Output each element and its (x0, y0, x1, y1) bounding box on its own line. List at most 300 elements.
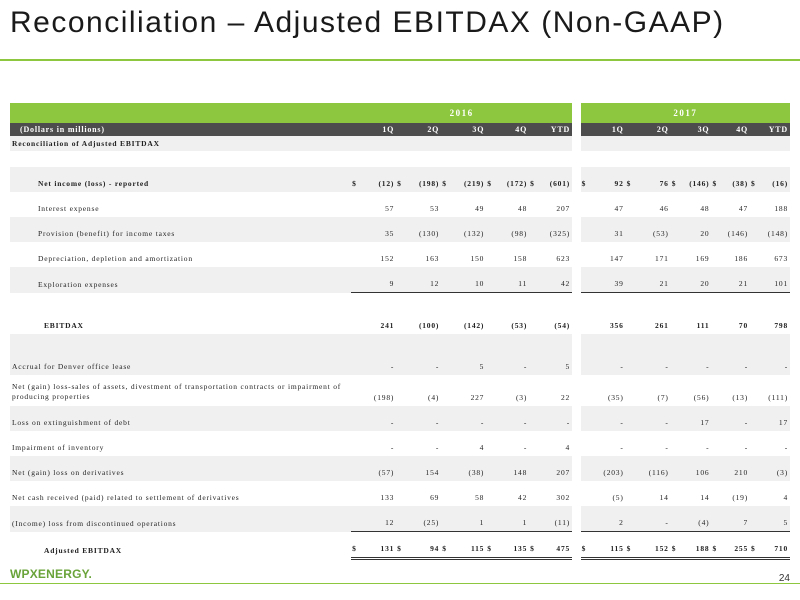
table-cell-value: 302 (556, 493, 571, 502)
table-cell-value: 150 (470, 254, 485, 263)
column-header-ytd: YTD (529, 123, 572, 136)
currency-symbol (671, 456, 684, 481)
table-cell-value: 76 (639, 167, 671, 192)
section-label: Reconciliation of Adjusted EBITDAX (10, 136, 351, 151)
table-cell-value: - (706, 443, 710, 452)
column-header-2q: 2Q (396, 123, 441, 136)
table-cell-value: 1 (499, 506, 529, 532)
currency-symbol (351, 406, 364, 431)
currency-symbol (486, 431, 499, 456)
company-logo (10, 567, 92, 581)
currency-symbol: $ (396, 532, 409, 559)
table-cell-value: - (364, 406, 396, 431)
table-cell-value: (38) (454, 456, 486, 481)
table-cell-value: 10 (454, 267, 486, 293)
table-row (10, 481, 790, 506)
currency-symbol (529, 375, 542, 406)
currency-symbol (626, 350, 639, 375)
currency-symbol (486, 267, 499, 293)
row-label: Accrual for Denver office lease (10, 350, 351, 375)
currency-symbol (581, 406, 594, 431)
table-cell-value: 356 (610, 321, 624, 330)
currency-symbol (711, 217, 724, 242)
table-cell-value: 14 (700, 493, 710, 502)
currency-symbol (626, 506, 639, 532)
currency-symbol (671, 375, 684, 406)
table-cell-value: (142) (463, 321, 485, 330)
currency-symbol (441, 406, 454, 431)
table-cell-value: (132) (454, 217, 486, 242)
year-header-row (10, 103, 790, 123)
currency-symbol (581, 309, 594, 334)
column-header-row (10, 123, 790, 136)
table-cell-value: 1 (454, 506, 486, 532)
currency-symbol (396, 242, 409, 267)
spacer-row (10, 334, 790, 350)
table-cell-value: 133 (380, 493, 395, 502)
table-cell-value: 475 (542, 532, 572, 559)
footer-divider (0, 583, 800, 584)
table-cell-value: (601) (542, 167, 572, 192)
row-label: Interest expense (38, 204, 100, 213)
currency-symbol (750, 217, 763, 242)
column-header-4q: 4Q (486, 123, 529, 136)
currency-symbol (441, 506, 454, 532)
currency-symbol (581, 431, 594, 456)
currency-symbol (486, 481, 499, 506)
table-cell-value: 5 (542, 350, 572, 375)
currency-symbol (396, 456, 409, 481)
table-cell-value: 135 (499, 532, 529, 559)
currency-symbol (581, 481, 594, 506)
currency-symbol (750, 481, 763, 506)
table-cell-value: 12 (364, 506, 396, 532)
currency-symbol: $ (529, 167, 542, 192)
currency-symbol: $ (529, 532, 542, 559)
table-cell-value: 261 (655, 321, 669, 330)
currency-symbol (351, 375, 364, 406)
currency-symbol (396, 217, 409, 242)
table-cell-value: (148) (763, 217, 790, 242)
currency-symbol (750, 431, 763, 456)
row-label: Adjusted EBITDAX (44, 545, 123, 555)
table-cell-value: (198) (373, 393, 395, 402)
table-cell-value: (53) (511, 321, 528, 330)
currency-symbol (626, 481, 639, 506)
table-cell-value: 101 (763, 267, 790, 293)
currency-symbol (750, 506, 763, 532)
row-label: Net income (loss) - reported (10, 167, 351, 192)
table-cell-value: - (744, 443, 749, 452)
table-cell-value: 31 (593, 217, 625, 242)
currency-symbol (351, 456, 364, 481)
table-cell-value: 47 (738, 204, 749, 213)
year-2016: 2016 (351, 103, 572, 123)
currency-symbol (529, 506, 542, 532)
currency-symbol (529, 217, 542, 242)
currency-symbol (396, 481, 409, 506)
table-cell-value: 4 (783, 493, 788, 502)
currency-symbol (750, 192, 763, 217)
currency-symbol (396, 192, 409, 217)
currency-symbol (441, 375, 454, 406)
row-label: Depreciation, depletion and amortization (38, 254, 193, 263)
table-cell-value: - (639, 406, 671, 431)
currency-symbol: $ (711, 167, 724, 192)
currency-symbol: $ (441, 167, 454, 192)
table-row (10, 406, 790, 431)
table-cell-value: (38) (724, 167, 750, 192)
column-header-2q: 2Q (626, 123, 671, 136)
table-cell-value: - (499, 406, 529, 431)
currency-symbol: $ (626, 167, 639, 192)
table-cell-value: (100) (418, 321, 440, 330)
currency-symbol (441, 192, 454, 217)
table-cell-value: 4 (565, 443, 571, 452)
currency-symbol (581, 267, 594, 293)
currency-symbol (351, 242, 364, 267)
row-label: Net (gain) loss on derivatives (10, 456, 351, 481)
currency-symbol: $ (351, 532, 364, 559)
table-cell-value: - (499, 350, 529, 375)
table-cell-value: 210 (724, 456, 750, 481)
currency-symbol (750, 309, 763, 334)
currency-symbol (711, 192, 724, 217)
table-row (10, 217, 790, 242)
table-cell-value: - (724, 350, 750, 375)
table-row (10, 431, 790, 456)
row-label: Net cash received (paid) related to settlement of derivatives (12, 493, 240, 502)
currency-symbol: $ (351, 167, 364, 192)
currency-symbol (671, 481, 684, 506)
currency-symbol (581, 217, 594, 242)
table-cell-value: (5) (612, 493, 624, 502)
currency-symbol (441, 217, 454, 242)
column-header-4q: 4Q (711, 123, 750, 136)
table-cell-value: (19) (732, 493, 749, 502)
table-row (10, 350, 790, 375)
table-cell-value: (54) (554, 321, 571, 330)
table-cell-value: (116) (639, 456, 671, 481)
table-cell-value: 186 (734, 254, 749, 263)
currency-symbol (486, 406, 499, 431)
currency-symbol (581, 456, 594, 481)
currency-symbol (671, 192, 684, 217)
section-header-row (10, 136, 790, 151)
currency-symbol (711, 267, 724, 293)
currency-symbol (351, 217, 364, 242)
table-cell-value: 58 (475, 493, 485, 502)
currency-symbol (441, 456, 454, 481)
currency-symbol (486, 309, 499, 334)
spacer-row (10, 151, 790, 167)
table-cell-value: 20 (684, 267, 712, 293)
table-cell-value: 42 (518, 493, 528, 502)
table-cell-value: 2 (593, 506, 625, 532)
currency-symbol: $ (750, 532, 763, 559)
currency-symbol (671, 309, 684, 334)
currency-symbol (626, 267, 639, 293)
currency-symbol (486, 192, 499, 217)
table-cell-value: (57) (364, 456, 396, 481)
table-cell-value: 20 (684, 217, 712, 242)
currency-symbol (486, 456, 499, 481)
table-cell-value: (4) (684, 506, 712, 532)
currency-symbol: $ (486, 532, 499, 559)
currency-symbol (486, 217, 499, 242)
table-cell-value: - (724, 406, 750, 431)
table-cell-value: - (454, 406, 486, 431)
table-cell-value: (16) (763, 167, 790, 192)
currency-symbol: $ (711, 532, 724, 559)
currency-symbol: $ (626, 532, 639, 559)
table-cell-value: (172) (499, 167, 529, 192)
table-cell-value: 147 (610, 254, 624, 263)
table-cell-value: 47 (614, 204, 624, 213)
currency-symbol (581, 192, 594, 217)
currency-symbol (750, 406, 763, 431)
currency-symbol (351, 192, 364, 217)
currency-symbol (396, 375, 409, 406)
table-row (10, 309, 790, 334)
currency-symbol: $ (486, 167, 499, 192)
table-cell-value: 188 (774, 204, 788, 213)
table-cell-value: (146) (724, 217, 750, 242)
currency-symbol (396, 506, 409, 532)
currency-symbol (626, 431, 639, 456)
column-header-ytd: YTD (750, 123, 790, 136)
currency-symbol: $ (581, 532, 594, 559)
table-cell-value: 798 (774, 321, 788, 330)
currency-symbol: $ (441, 532, 454, 559)
table-row (10, 267, 790, 293)
currency-symbol: $ (581, 167, 594, 192)
table-cell-value: (130) (409, 217, 441, 242)
currency-symbol (441, 431, 454, 456)
table-cell-value: 70 (738, 321, 749, 330)
currency-symbol (529, 309, 542, 334)
currency-symbol (396, 406, 409, 431)
currency-symbol (529, 431, 542, 456)
row-label: Loss on extinguishment of debt (10, 406, 351, 431)
page-title: Reconciliation – Adjusted EBITDAX (Non-GAAP) (10, 6, 725, 39)
currency-symbol (529, 456, 542, 481)
currency-symbol (626, 375, 639, 406)
currency-symbol (626, 217, 639, 242)
table-cell-value: - (409, 406, 441, 431)
currency-symbol (711, 309, 724, 334)
table-cell-value: 673 (774, 254, 788, 263)
table-cell-value: 69 (430, 493, 440, 502)
table-cell-value: 171 (655, 254, 669, 263)
logo-text: WPXENERGY. (10, 567, 93, 581)
currency-symbol (486, 350, 499, 375)
table-row (10, 506, 790, 532)
table-cell-value: 49 (475, 204, 485, 213)
page-number: 24 (778, 573, 790, 584)
table-cell-value: 5 (454, 350, 486, 375)
table-cell-value: 14 (659, 493, 669, 502)
table-cell-value: - (620, 443, 624, 452)
table-cell-value: 7 (724, 506, 750, 532)
currency-symbol (529, 267, 542, 293)
table-cell-value: 21 (639, 267, 671, 293)
table-cell-value: - (409, 350, 441, 375)
currency-symbol (486, 506, 499, 532)
table-cell-value: (35) (607, 393, 624, 402)
currency-symbol (441, 350, 454, 375)
table-row (10, 167, 790, 192)
column-header-1q: 1Q (581, 123, 626, 136)
currency-symbol (671, 267, 684, 293)
table-row (10, 375, 790, 406)
currency-symbol (671, 431, 684, 456)
currency-symbol (671, 350, 684, 375)
row-label: Provision (benefit) for income taxes (10, 217, 351, 242)
table-cell-value: - (639, 350, 671, 375)
table-cell-value: 154 (409, 456, 441, 481)
table-cell-value: - (665, 443, 669, 452)
currency-symbol: $ (396, 167, 409, 192)
currency-symbol (396, 267, 409, 293)
currency-symbol (396, 431, 409, 456)
table-cell-value: - (364, 350, 396, 375)
table-cell-value: 106 (684, 456, 712, 481)
currency-symbol (711, 242, 724, 267)
table-cell-value: (12) (364, 167, 396, 192)
table-cell-value: - (639, 506, 671, 532)
table-cell-value: - (684, 350, 712, 375)
table-cell-value: 46 (659, 204, 669, 213)
currency-symbol (671, 506, 684, 532)
currency-symbol (486, 242, 499, 267)
row-label: (Income) loss from discontinued operations (10, 506, 351, 532)
table-row (10, 242, 790, 267)
currency-symbol (671, 406, 684, 431)
table-cell-value: 12 (409, 267, 441, 293)
title-divider (0, 59, 800, 61)
column-header-3q: 3Q (671, 123, 712, 136)
table-cell-value: (11) (542, 506, 572, 532)
currency-symbol (626, 406, 639, 431)
table-cell-value: 17 (763, 406, 790, 431)
table-cell-value: 148 (499, 456, 529, 481)
currency-symbol (750, 242, 763, 267)
table-row (10, 192, 790, 217)
column-header-1q: 1Q (351, 123, 396, 136)
currency-symbol (351, 506, 364, 532)
currency-symbol (750, 456, 763, 481)
units-label: (Dollars in millions) (10, 123, 351, 136)
table-cell-value: - (784, 443, 788, 452)
table-cell-value: 42 (542, 267, 572, 293)
row-label: Net (gain) loss-sales of assets, divestment of transportation contracts or impairment of producing properties (12, 382, 342, 401)
currency-symbol (529, 192, 542, 217)
currency-symbol (441, 267, 454, 293)
currency-symbol (711, 350, 724, 375)
table-cell-value: 227 (470, 393, 485, 402)
currency-symbol (711, 481, 724, 506)
table-cell-value: (53) (639, 217, 671, 242)
table-cell-value: 158 (513, 254, 528, 263)
table-cell-value: (3) (763, 456, 790, 481)
table-cell-value: 39 (593, 267, 625, 293)
table-cell-value: 241 (380, 321, 395, 330)
year-2017: 2017 (581, 103, 790, 123)
currency-symbol (671, 242, 684, 267)
table-cell-value: - (390, 443, 395, 452)
table-cell-value: 92 (593, 167, 625, 192)
currency-symbol (351, 481, 364, 506)
table-cell-value: (3) (515, 393, 528, 402)
table-cell-value: (111) (768, 393, 788, 402)
table-cell-value: (98) (499, 217, 529, 242)
table-cell-value: 115 (593, 532, 625, 559)
table-cell-value: 255 (724, 532, 750, 559)
table-cell-value: (13) (732, 393, 749, 402)
table-cell-value: (7) (657, 393, 669, 402)
row-label: EBITDAX (44, 321, 84, 330)
currency-symbol (581, 242, 594, 267)
currency-symbol (396, 309, 409, 334)
currency-symbol (351, 350, 364, 375)
table-cell-value: (198) (409, 167, 441, 192)
currency-symbol (626, 456, 639, 481)
currency-symbol: $ (671, 532, 684, 559)
currency-symbol (529, 406, 542, 431)
table-cell-value: 207 (556, 204, 571, 213)
table-cell-value: (203) (593, 456, 625, 481)
table-cell-value: (219) (454, 167, 486, 192)
table-cell-value: - (593, 406, 625, 431)
table-cell-value: 11 (499, 267, 529, 293)
currency-symbol (529, 481, 542, 506)
currency-symbol (626, 192, 639, 217)
table-cell-value: - (763, 350, 790, 375)
table-cell-value: 623 (556, 254, 571, 263)
table-cell-value: - (593, 350, 625, 375)
currency-symbol (396, 350, 409, 375)
row-label: Impairment of inventory (12, 443, 105, 452)
table-cell-value: (146) (684, 167, 712, 192)
table-row (10, 456, 790, 481)
table-cell-value: 94 (409, 532, 441, 559)
table-cell-value: 188 (684, 532, 712, 559)
table-cell-value: 17 (684, 406, 712, 431)
table-cell-value: 53 (430, 204, 440, 213)
column-header-3q: 3Q (441, 123, 486, 136)
spacer-row (10, 293, 790, 310)
currency-symbol (711, 456, 724, 481)
table-cell-value: 4 (479, 443, 485, 452)
table-cell-value: 115 (454, 532, 486, 559)
currency-symbol (750, 375, 763, 406)
currency-symbol (626, 242, 639, 267)
currency-symbol (581, 506, 594, 532)
currency-symbol (711, 406, 724, 431)
currency-symbol (711, 375, 724, 406)
currency-symbol: $ (750, 167, 763, 192)
table-cell-value: 152 (380, 254, 395, 263)
table-cell-value: - (435, 443, 440, 452)
currency-symbol (750, 350, 763, 375)
currency-symbol (441, 481, 454, 506)
currency-symbol (581, 350, 594, 375)
table-cell-value: 21 (724, 267, 750, 293)
currency-symbol (711, 506, 724, 532)
reconciliation-table (10, 103, 790, 560)
table-cell-value: 169 (695, 254, 710, 263)
